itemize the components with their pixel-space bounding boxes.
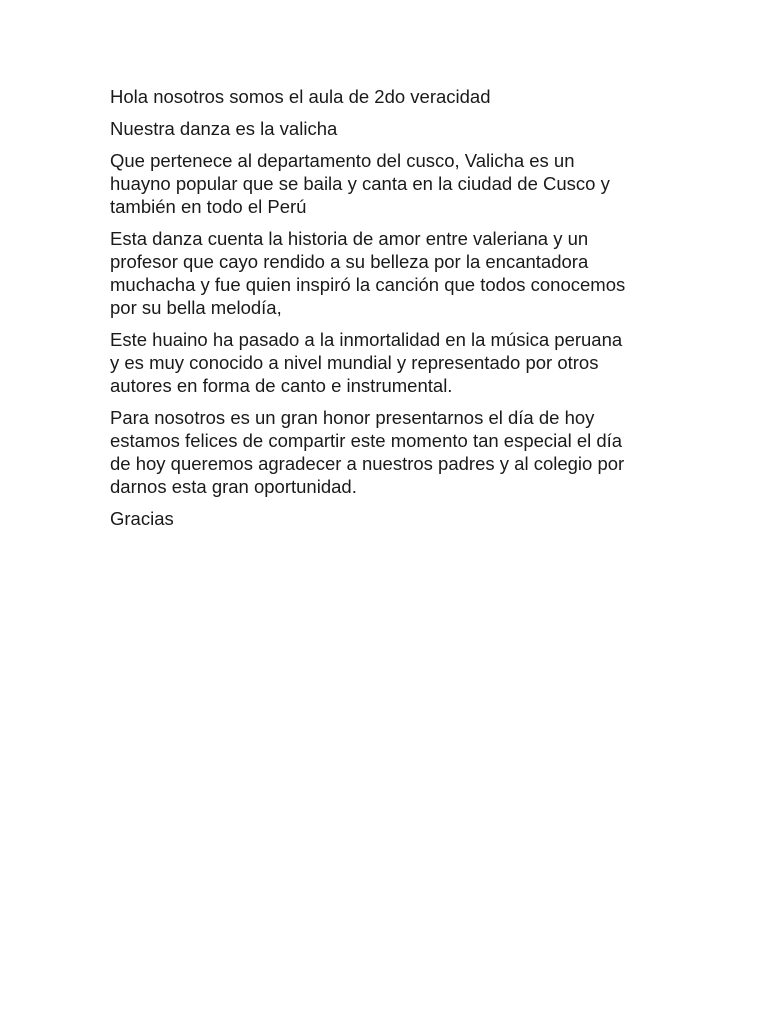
paragraph-origin: Que pertenece al departamento del cusco, Valicha es un huayno popular que se baila y canta en la ciudad de Cusco y también en todo el Perú xyxy=(110,150,610,217)
paragraph-closing: Gracias xyxy=(110,508,174,529)
paragraph-legacy: Este huaino ha pasado a la inmortalidad en la música peruana y es muy conocido a nivel mundial y representado por otros autores en forma de canto e instrumental. xyxy=(110,329,623,396)
document-body xyxy=(110,85,670,539)
paragraph-thanks-message: Para nosotros es un gran honor presentarnos el día de hoy estamos felices de compartir este momento tan especial el día de hoy queremos agradecer a nuestros padres y al colegio por darnos esta gran oportunidad. xyxy=(110,407,625,497)
paragraph-dance-name: Nuestra danza es la valicha xyxy=(110,118,338,139)
paragraph-story: Esta danza cuenta la historia de amor entre valeriana y un profesor que cayo rendido a su belleza por la encantadora muchacha y fue quien inspiró la canción que todos conocemos por su bella melodía, xyxy=(110,228,626,318)
paragraph-greeting: Hola nosotros somos el aula de 2do veracidad xyxy=(110,86,491,107)
